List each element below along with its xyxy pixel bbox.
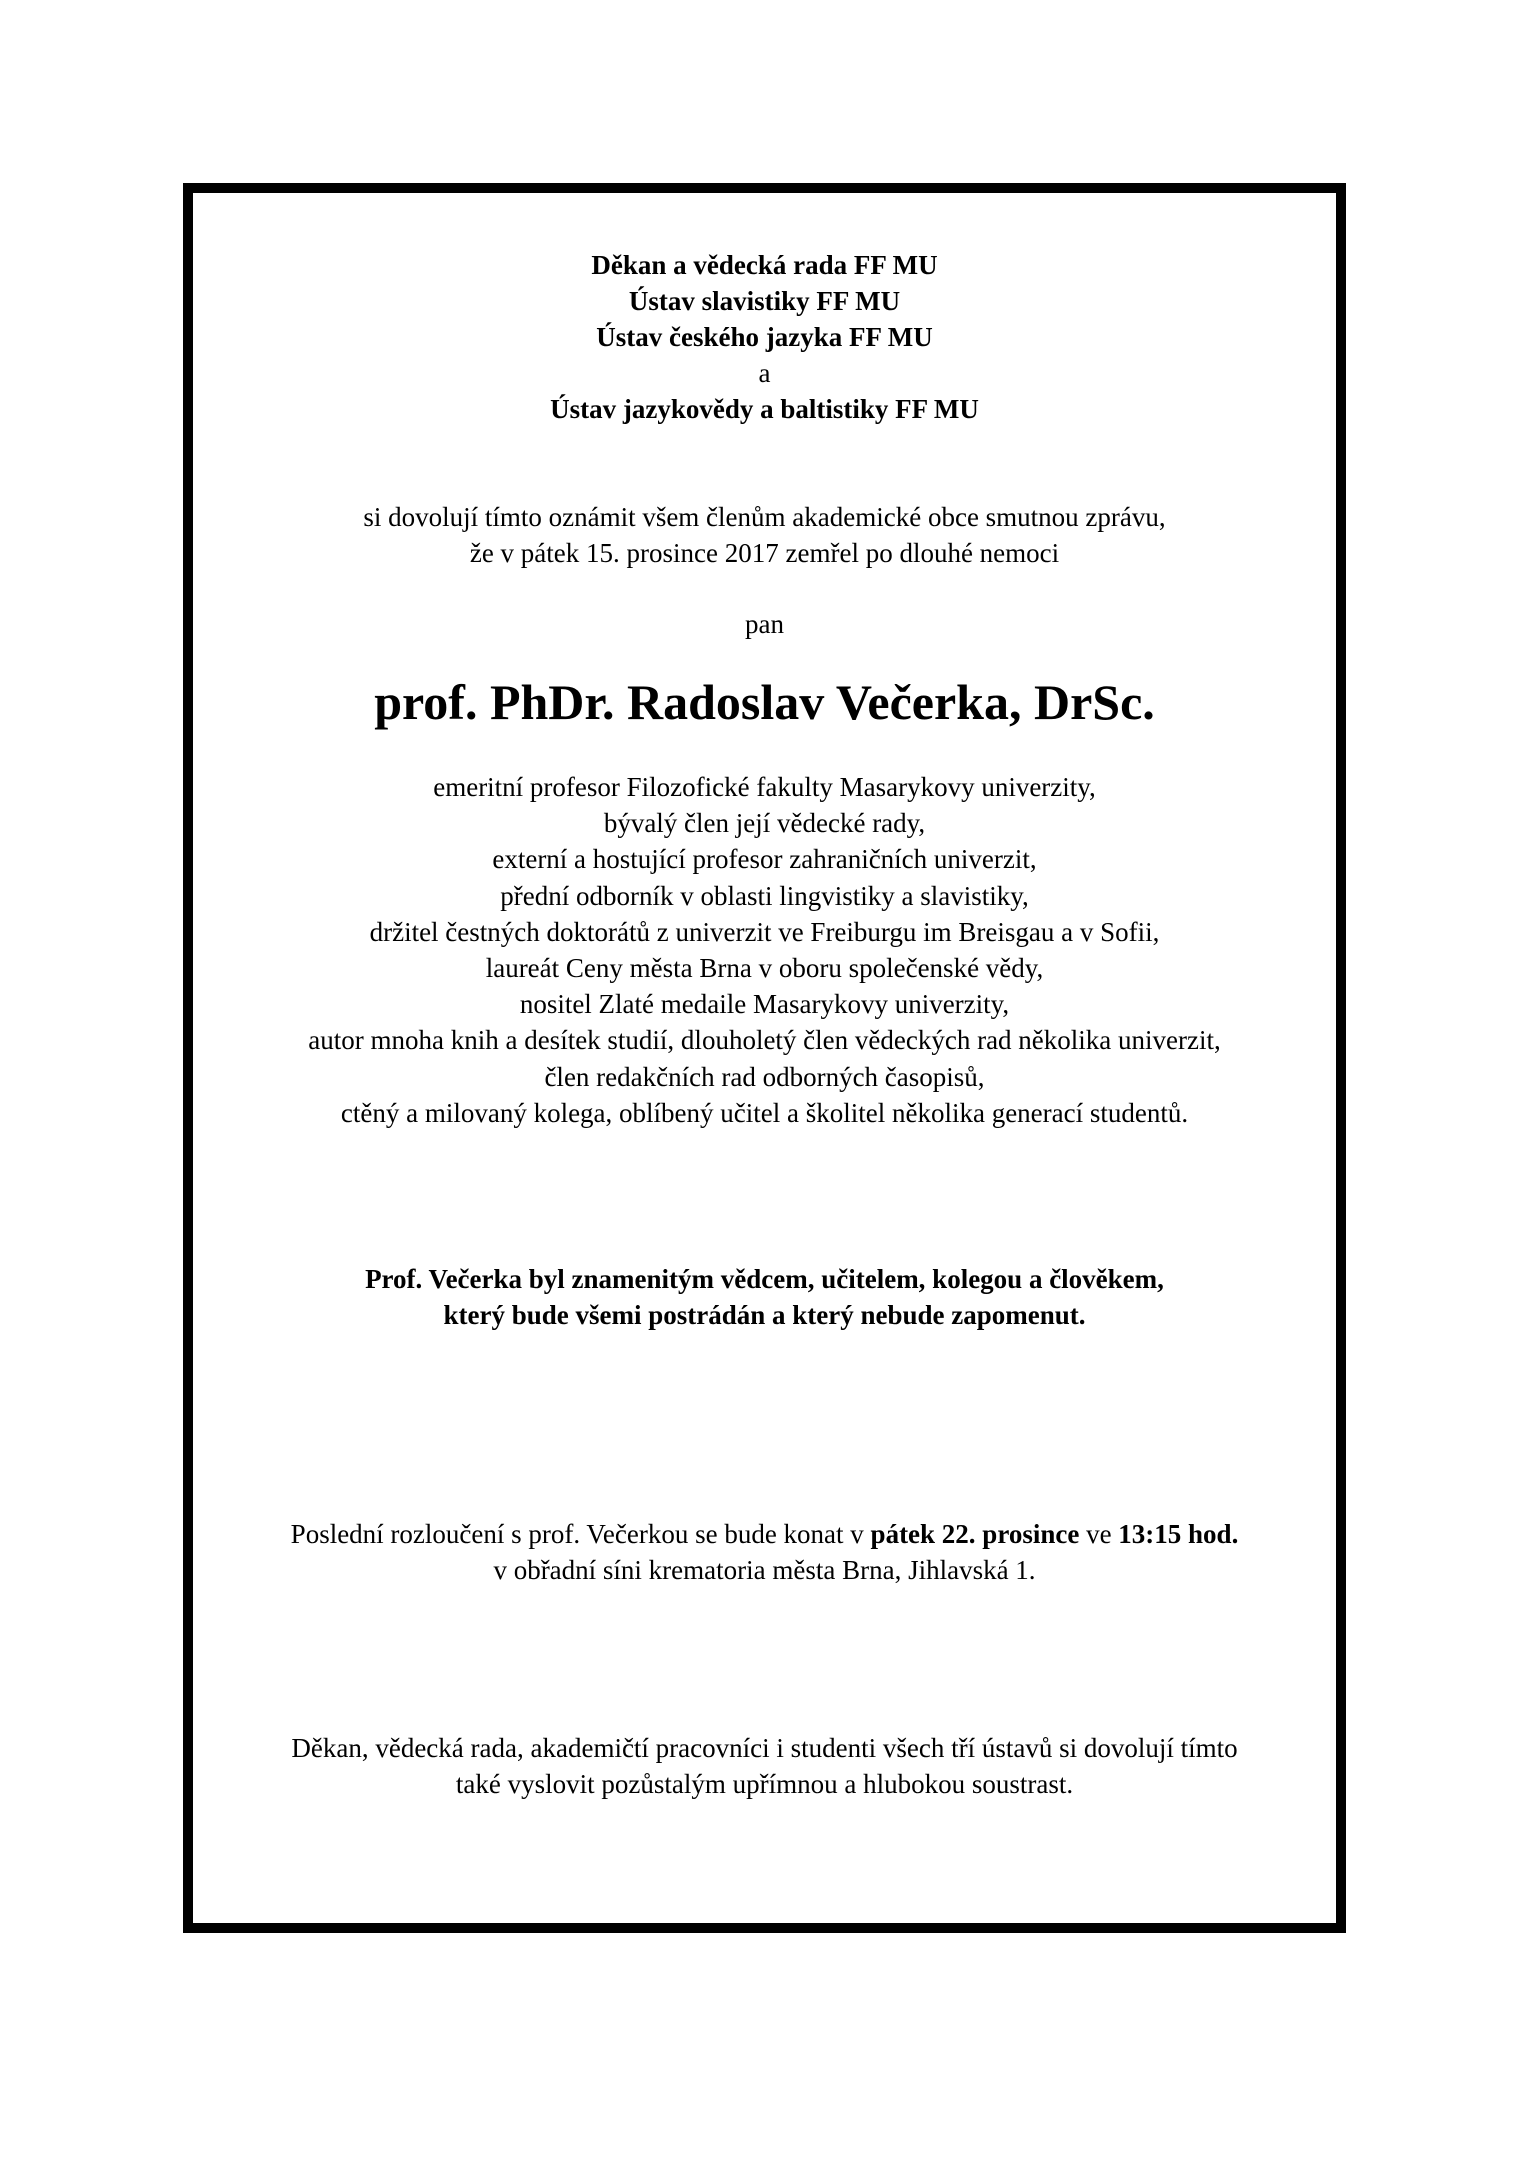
title-line: člen redakčních rad odborných časopisů, [544, 1061, 985, 1092]
title-line: emeritní profesor Filozofické fakulty Masarykovy univerzity, [433, 772, 1096, 802]
intro-line-1: si dovolují tímto oznámit všem členům akademické obce smutnou zprávu, [363, 502, 1166, 532]
title-line: bývalý člen její vědecké rady, [603, 808, 926, 839]
farewell-text-1: Poslední rozloučení s prof. Večerkou se bude konat v [290, 1519, 871, 1549]
salutation [193, 606, 1336, 642]
issuer-dean: Děkan a vědecká rada FF MU [591, 250, 938, 280]
deceased-name-text: prof. PhDr. Radoslav Večerka, DrSc. [374, 674, 1155, 730]
farewell-date: pátek 22. prosince [870, 1519, 1080, 1549]
salutation-text: pan [745, 609, 784, 639]
title-line: ctěný a milovaný kolega, oblíbený učitel a školitel několika generací studentů. [340, 1097, 1189, 1128]
title-line: autor mnoha knih a desítek studií, dlouholetý člen vědeckých rad několika univerzit, [308, 1025, 1221, 1056]
deceased-name [193, 670, 1336, 734]
tribute-line-2: který bude všemi postrádán a který nebude zapomenut. [443, 1300, 1086, 1330]
title-line: nositel Zlaté medaile Masarykovy univerzity, [519, 989, 1010, 1020]
issuer-slavistics: Ústav slavistiky FF MU [628, 286, 901, 316]
condolences-line-2: také vyslovit pozůstalým upřímnou a hlubokou soustrast. [455, 1769, 1074, 1799]
titles-list [193, 769, 1336, 1131]
condolences [193, 1730, 1336, 1802]
farewell-info [193, 1516, 1336, 1588]
issuer-czech-language: Ústav českého jazyka FF MU [596, 322, 933, 352]
farewell-text-2: ve [1079, 1519, 1119, 1549]
title-line: externí a hostující profesor zahraničních univerzit, [492, 844, 1037, 875]
issuer-linguistics: Ústav jazykovědy a baltistiky FF MU [550, 394, 979, 424]
intro-line-2: že v pátek 15. prosince 2017 zemřel po dlouhé nemoci [469, 538, 1060, 568]
condolences-line-1: Děkan, vědecká rada, akademičtí pracovníci i studenti všech tří ústavů si dovolují tímto [291, 1733, 1238, 1763]
issuer-conjunction: a [758, 358, 771, 388]
farewell-line-1 [193, 1516, 1336, 1552]
announcement-intro [193, 499, 1336, 571]
title-line: přední odborník v oblasti lingvistiky a slavistiky, [500, 880, 1029, 911]
tribute-line-1: Prof. Večerka byl znamenitým vědcem, učitelem, kolegou a člověkem, [365, 1264, 1164, 1294]
obituary-frame [183, 183, 1346, 1933]
issuers-header [193, 247, 1336, 427]
farewell-line-2: v obřadní síni krematoria města Brna, Jihlavská 1. [493, 1555, 1036, 1585]
farewell-time: 13:15 hod. [1118, 1519, 1239, 1549]
title-line: laureát Ceny města Brna v oboru společenské vědy, [485, 953, 1044, 984]
tribute [193, 1261, 1336, 1333]
title-line: držitel čestných doktorátů z univerzit ve Freiburgu im Breisgau a v Sofii, [369, 916, 1160, 947]
